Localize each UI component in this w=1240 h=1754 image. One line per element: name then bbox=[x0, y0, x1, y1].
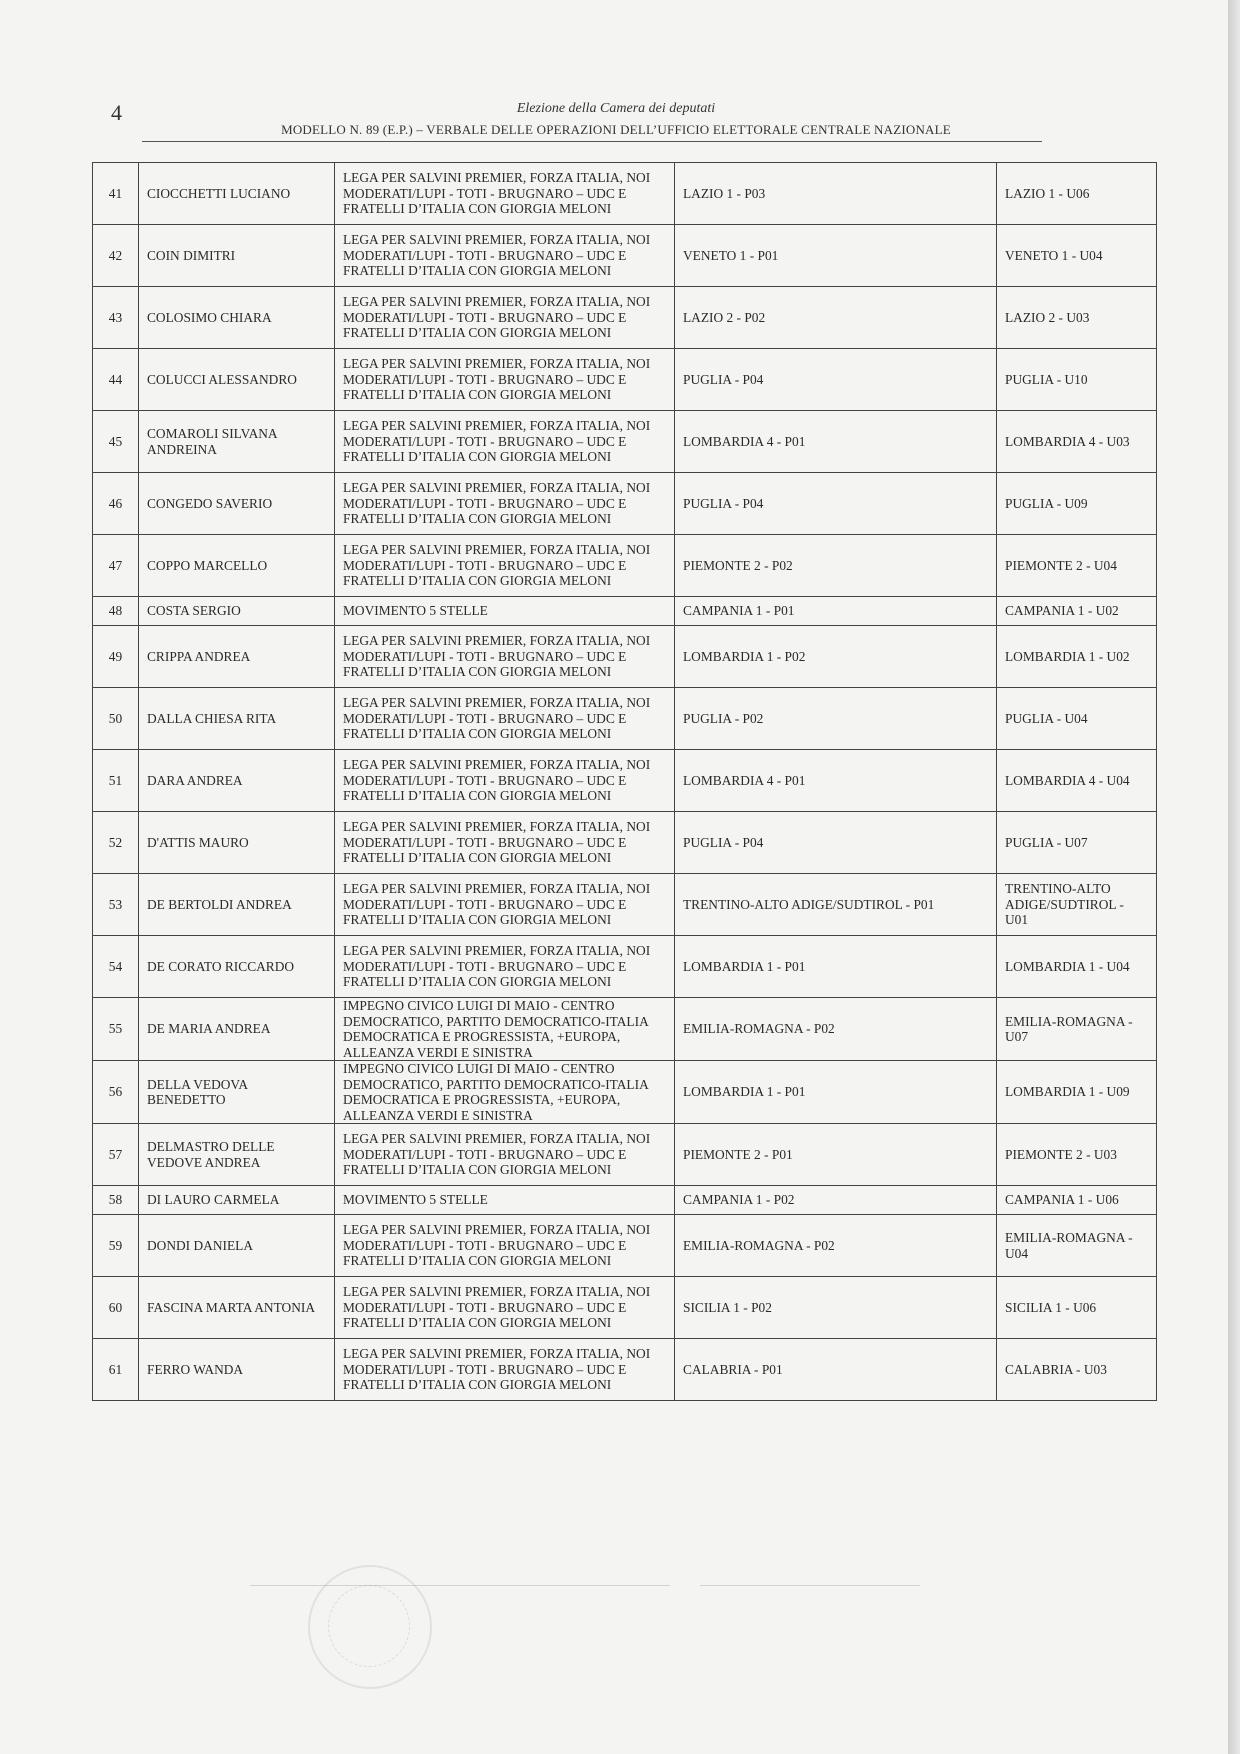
page-number: 4 bbox=[111, 100, 122, 125]
uninominal-college: LOMBARDIA 1 - U09 bbox=[997, 1061, 1157, 1124]
plurinominal-college: TRENTINO-ALTO ADIGE/SUDTIROL - P01 bbox=[675, 874, 997, 936]
plurinominal-college: VENETO 1 - P01 bbox=[675, 225, 997, 287]
candidate-name: DI LAURO CARMELA bbox=[139, 1186, 335, 1215]
table-row bbox=[93, 163, 1157, 225]
table-row bbox=[93, 1339, 1157, 1401]
candidate-name: DALLA CHIESA RITA bbox=[139, 688, 335, 750]
party-list: LEGA PER SALVINI PREMIER, FORZA ITALIA, NOI MODERATI/LUPI - TOTI - BRUGNARO – UDC E FRATELLI D’ITALIA CON GIORGIA MELONI bbox=[335, 1124, 675, 1186]
uninominal-college: PUGLIA - U07 bbox=[997, 812, 1157, 874]
document-title: Elezione della Camera dei deputati bbox=[516, 101, 716, 116]
party-list: LEGA PER SALVINI PREMIER, FORZA ITALIA, NOI MODERATI/LUPI - TOTI - BRUGNARO – UDC E FRATELLI D’ITALIA CON GIORGIA MELONI bbox=[335, 535, 675, 597]
party-list: LEGA PER SALVINI PREMIER, FORZA ITALIA, NOI MODERATI/LUPI - TOTI - BRUGNARO – UDC E FRATELLI D’ITALIA CON GIORGIA MELONI bbox=[335, 812, 675, 874]
uninominal-college: PIEMONTE 2 - U03 bbox=[997, 1124, 1157, 1186]
row-number: 53 bbox=[93, 874, 139, 936]
uninominal-college: CALABRIA - U03 bbox=[997, 1339, 1157, 1401]
row-number: 44 bbox=[93, 349, 139, 411]
candidate-name: DE CORATO RICCARDO bbox=[139, 936, 335, 998]
party-list: LEGA PER SALVINI PREMIER, FORZA ITALIA, NOI MODERATI/LUPI - TOTI - BRUGNARO – UDC E FRATELLI D’ITALIA CON GIORGIA MELONI bbox=[335, 750, 675, 812]
table-row bbox=[93, 936, 1157, 998]
table-row bbox=[93, 1186, 1157, 1215]
table-row bbox=[93, 1277, 1157, 1339]
scan-edge bbox=[1228, 0, 1240, 1754]
party-list: LEGA PER SALVINI PREMIER, FORZA ITALIA, NOI MODERATI/LUPI - TOTI - BRUGNARO – UDC E FRATELLI D’ITALIA CON GIORGIA MELONI bbox=[335, 225, 675, 287]
plurinominal-college: SICILIA 1 - P02 bbox=[675, 1277, 997, 1339]
candidate-name: COIN DIMITRI bbox=[139, 225, 335, 287]
row-number: 55 bbox=[93, 998, 139, 1061]
uninominal-college: PUGLIA - U10 bbox=[997, 349, 1157, 411]
faded-signature-line bbox=[250, 1585, 670, 1586]
table-row bbox=[93, 812, 1157, 874]
elected-candidates-table bbox=[92, 162, 1157, 1401]
row-number: 46 bbox=[93, 473, 139, 535]
table-row bbox=[93, 626, 1157, 688]
plurinominal-college: LOMBARDIA 1 - P02 bbox=[675, 626, 997, 688]
candidate-name: DELLA VEDOVA BENEDETTO bbox=[139, 1061, 335, 1124]
table-row bbox=[93, 998, 1157, 1061]
uninominal-college: EMILIA-ROMAGNA - U04 bbox=[997, 1215, 1157, 1277]
plurinominal-college: LAZIO 1 - P03 bbox=[675, 163, 997, 225]
faded-signature-line bbox=[700, 1585, 920, 1586]
uninominal-college: VENETO 1 - U04 bbox=[997, 225, 1157, 287]
table-row bbox=[93, 1215, 1157, 1277]
table-row bbox=[93, 874, 1157, 936]
uninominal-college: EMILIA-ROMAGNA - U07 bbox=[997, 998, 1157, 1061]
faded-seal-stamp bbox=[308, 1565, 432, 1689]
candidate-name: COMAROLI SILVANA ANDREINA bbox=[139, 411, 335, 473]
candidate-name: DE MARIA ANDREA bbox=[139, 998, 335, 1061]
table-row bbox=[93, 225, 1157, 287]
candidate-name: CRIPPA ANDREA bbox=[139, 626, 335, 688]
plurinominal-college: PUGLIA - P04 bbox=[675, 812, 997, 874]
uninominal-college: CAMPANIA 1 - U06 bbox=[997, 1186, 1157, 1215]
row-number: 61 bbox=[93, 1339, 139, 1401]
plurinominal-college: LAZIO 2 - P02 bbox=[675, 287, 997, 349]
plurinominal-college: CAMPANIA 1 - P01 bbox=[675, 597, 997, 626]
plurinominal-college: LOMBARDIA 1 - P01 bbox=[675, 936, 997, 998]
uninominal-college: PUGLIA - U09 bbox=[997, 473, 1157, 535]
uninominal-college: LAZIO 2 - U03 bbox=[997, 287, 1157, 349]
candidate-name: COLOSIMO CHIARA bbox=[139, 287, 335, 349]
row-number: 41 bbox=[93, 163, 139, 225]
plurinominal-college: PIEMONTE 2 - P02 bbox=[675, 535, 997, 597]
party-list: LEGA PER SALVINI PREMIER, FORZA ITALIA, NOI MODERATI/LUPI - TOTI - BRUGNARO – UDC E FRATELLI D’ITALIA CON GIORGIA MELONI bbox=[335, 936, 675, 998]
candidate-name: DELMASTRO DELLE VEDOVE ANDREA bbox=[139, 1124, 335, 1186]
party-list: LEGA PER SALVINI PREMIER, FORZA ITALIA, NOI MODERATI/LUPI - TOTI - BRUGNARO – UDC E FRATELLI D’ITALIA CON GIORGIA MELONI bbox=[335, 473, 675, 535]
candidate-name: DONDI DANIELA bbox=[139, 1215, 335, 1277]
plurinominal-college: EMILIA-ROMAGNA - P02 bbox=[675, 1215, 997, 1277]
row-number: 50 bbox=[93, 688, 139, 750]
party-list: LEGA PER SALVINI PREMIER, FORZA ITALIA, NOI MODERATI/LUPI - TOTI - BRUGNARO – UDC E FRATELLI D’ITALIA CON GIORGIA MELONI bbox=[335, 874, 675, 936]
table-row bbox=[93, 349, 1157, 411]
row-number: 51 bbox=[93, 750, 139, 812]
table-row bbox=[93, 1124, 1157, 1186]
row-number: 48 bbox=[93, 597, 139, 626]
row-number: 52 bbox=[93, 812, 139, 874]
candidate-name: DARA ANDREA bbox=[139, 750, 335, 812]
party-list: LEGA PER SALVINI PREMIER, FORZA ITALIA, NOI MODERATI/LUPI - TOTI - BRUGNARO – UDC E FRATELLI D’ITALIA CON GIORGIA MELONI bbox=[335, 1339, 675, 1401]
plurinominal-college: PUGLIA - P04 bbox=[675, 349, 997, 411]
party-list: MOVIMENTO 5 STELLE bbox=[335, 1186, 675, 1215]
table-row bbox=[93, 411, 1157, 473]
table-row bbox=[93, 1061, 1157, 1124]
candidate-name: FASCINA MARTA ANTONIA bbox=[139, 1277, 335, 1339]
party-list: LEGA PER SALVINI PREMIER, FORZA ITALIA, NOI MODERATI/LUPI - TOTI - BRUGNARO – UDC E FRATELLI D’ITALIA CON GIORGIA MELONI bbox=[335, 163, 675, 225]
row-number: 56 bbox=[93, 1061, 139, 1124]
header-divider bbox=[142, 141, 1042, 142]
candidate-name: DE BERTOLDI ANDREA bbox=[139, 874, 335, 936]
candidate-name: FERRO WANDA bbox=[139, 1339, 335, 1401]
plurinominal-college: PUGLIA - P02 bbox=[675, 688, 997, 750]
uninominal-college: CAMPANIA 1 - U02 bbox=[997, 597, 1157, 626]
uninominal-college: LOMBARDIA 1 - U04 bbox=[997, 936, 1157, 998]
party-list: LEGA PER SALVINI PREMIER, FORZA ITALIA, NOI MODERATI/LUPI - TOTI - BRUGNARO – UDC E FRATELLI D’ITALIA CON GIORGIA MELONI bbox=[335, 349, 675, 411]
table-row bbox=[93, 535, 1157, 597]
uninominal-college: LOMBARDIA 1 - U02 bbox=[997, 626, 1157, 688]
row-number: 42 bbox=[93, 225, 139, 287]
party-list: LEGA PER SALVINI PREMIER, FORZA ITALIA, NOI MODERATI/LUPI - TOTI - BRUGNARO – UDC E FRATELLI D’ITALIA CON GIORGIA MELONI bbox=[335, 1277, 675, 1339]
row-number: 57 bbox=[93, 1124, 139, 1186]
row-number: 58 bbox=[93, 1186, 139, 1215]
candidate-name: COSTA SERGIO bbox=[139, 597, 335, 626]
party-list: MOVIMENTO 5 STELLE bbox=[335, 597, 675, 626]
plurinominal-college: CALABRIA - P01 bbox=[675, 1339, 997, 1401]
plurinominal-college: LOMBARDIA 1 - P01 bbox=[675, 1061, 997, 1124]
party-list: LEGA PER SALVINI PREMIER, FORZA ITALIA, NOI MODERATI/LUPI - TOTI - BRUGNARO – UDC E FRATELLI D’ITALIA CON GIORGIA MELONI bbox=[335, 688, 675, 750]
plurinominal-college: LOMBARDIA 4 - P01 bbox=[675, 750, 997, 812]
row-number: 59 bbox=[93, 1215, 139, 1277]
party-list: LEGA PER SALVINI PREMIER, FORZA ITALIA, NOI MODERATI/LUPI - TOTI - BRUGNARO – UDC E FRATELLI D’ITALIA CON GIORGIA MELONI bbox=[335, 1215, 675, 1277]
table-row bbox=[93, 688, 1157, 750]
plurinominal-college: PIEMONTE 2 - P01 bbox=[675, 1124, 997, 1186]
table-body bbox=[93, 163, 1157, 1401]
row-number: 54 bbox=[93, 936, 139, 998]
table-row bbox=[93, 750, 1157, 812]
uninominal-college: LOMBARDIA 4 - U04 bbox=[997, 750, 1157, 812]
uninominal-college: PIEMONTE 2 - U04 bbox=[997, 535, 1157, 597]
plurinominal-college: LOMBARDIA 4 - P01 bbox=[675, 411, 997, 473]
candidate-name: COLUCCI ALESSANDRO bbox=[139, 349, 335, 411]
party-list: IMPEGNO CIVICO LUIGI DI MAIO - CENTRO DEMOCRATICO, PARTITO DEMOCRATICO-ITALIA DEMOCRATICA E PROGRESSISTA, +EUROPA, ALLEANZA VERDI E SINISTRA bbox=[335, 1061, 675, 1124]
row-number: 43 bbox=[93, 287, 139, 349]
row-number: 47 bbox=[93, 535, 139, 597]
candidate-name: CIOCCHETTI LUCIANO bbox=[139, 163, 335, 225]
table-row bbox=[93, 287, 1157, 349]
plurinominal-college: CAMPANIA 1 - P02 bbox=[675, 1186, 997, 1215]
document-subtitle: MODELLO N. 89 (E.P.) – VERBALE DELLE OPERAZIONI DELL’UFFICIO ELETTORALE CENTRALE NAZIONALE bbox=[281, 122, 951, 137]
row-number: 49 bbox=[93, 626, 139, 688]
table-row bbox=[93, 473, 1157, 535]
uninominal-college: LOMBARDIA 4 - U03 bbox=[997, 411, 1157, 473]
row-number: 45 bbox=[93, 411, 139, 473]
uninominal-college: SICILIA 1 - U06 bbox=[997, 1277, 1157, 1339]
party-list: IMPEGNO CIVICO LUIGI DI MAIO - CENTRO DEMOCRATICO, PARTITO DEMOCRATICO-ITALIA DEMOCRATICA E PROGRESSISTA, +EUROPA, ALLEANZA VERDI E SINISTRA bbox=[335, 998, 675, 1061]
uninominal-college: PUGLIA - U04 bbox=[997, 688, 1157, 750]
party-list: LEGA PER SALVINI PREMIER, FORZA ITALIA, NOI MODERATI/LUPI - TOTI - BRUGNARO – UDC E FRATELLI D’ITALIA CON GIORGIA MELONI bbox=[335, 626, 675, 688]
table-row bbox=[93, 597, 1157, 626]
uninominal-college: TRENTINO-ALTO ADIGE/SUDTIROL - U01 bbox=[997, 874, 1157, 936]
candidate-name: CONGEDO SAVERIO bbox=[139, 473, 335, 535]
uninominal-college: LAZIO 1 - U06 bbox=[997, 163, 1157, 225]
row-number: 60 bbox=[93, 1277, 139, 1339]
plurinominal-college: EMILIA-ROMAGNA - P02 bbox=[675, 998, 997, 1061]
candidate-name: D'ATTIS MAURO bbox=[139, 812, 335, 874]
plurinominal-college: PUGLIA - P04 bbox=[675, 473, 997, 535]
candidate-name: COPPO MARCELLO bbox=[139, 535, 335, 597]
party-list: LEGA PER SALVINI PREMIER, FORZA ITALIA, NOI MODERATI/LUPI - TOTI - BRUGNARO – UDC E FRATELLI D’ITALIA CON GIORGIA MELONI bbox=[335, 411, 675, 473]
party-list: LEGA PER SALVINI PREMIER, FORZA ITALIA, NOI MODERATI/LUPI - TOTI - BRUGNARO – UDC E FRATELLI D’ITALIA CON GIORGIA MELONI bbox=[335, 287, 675, 349]
